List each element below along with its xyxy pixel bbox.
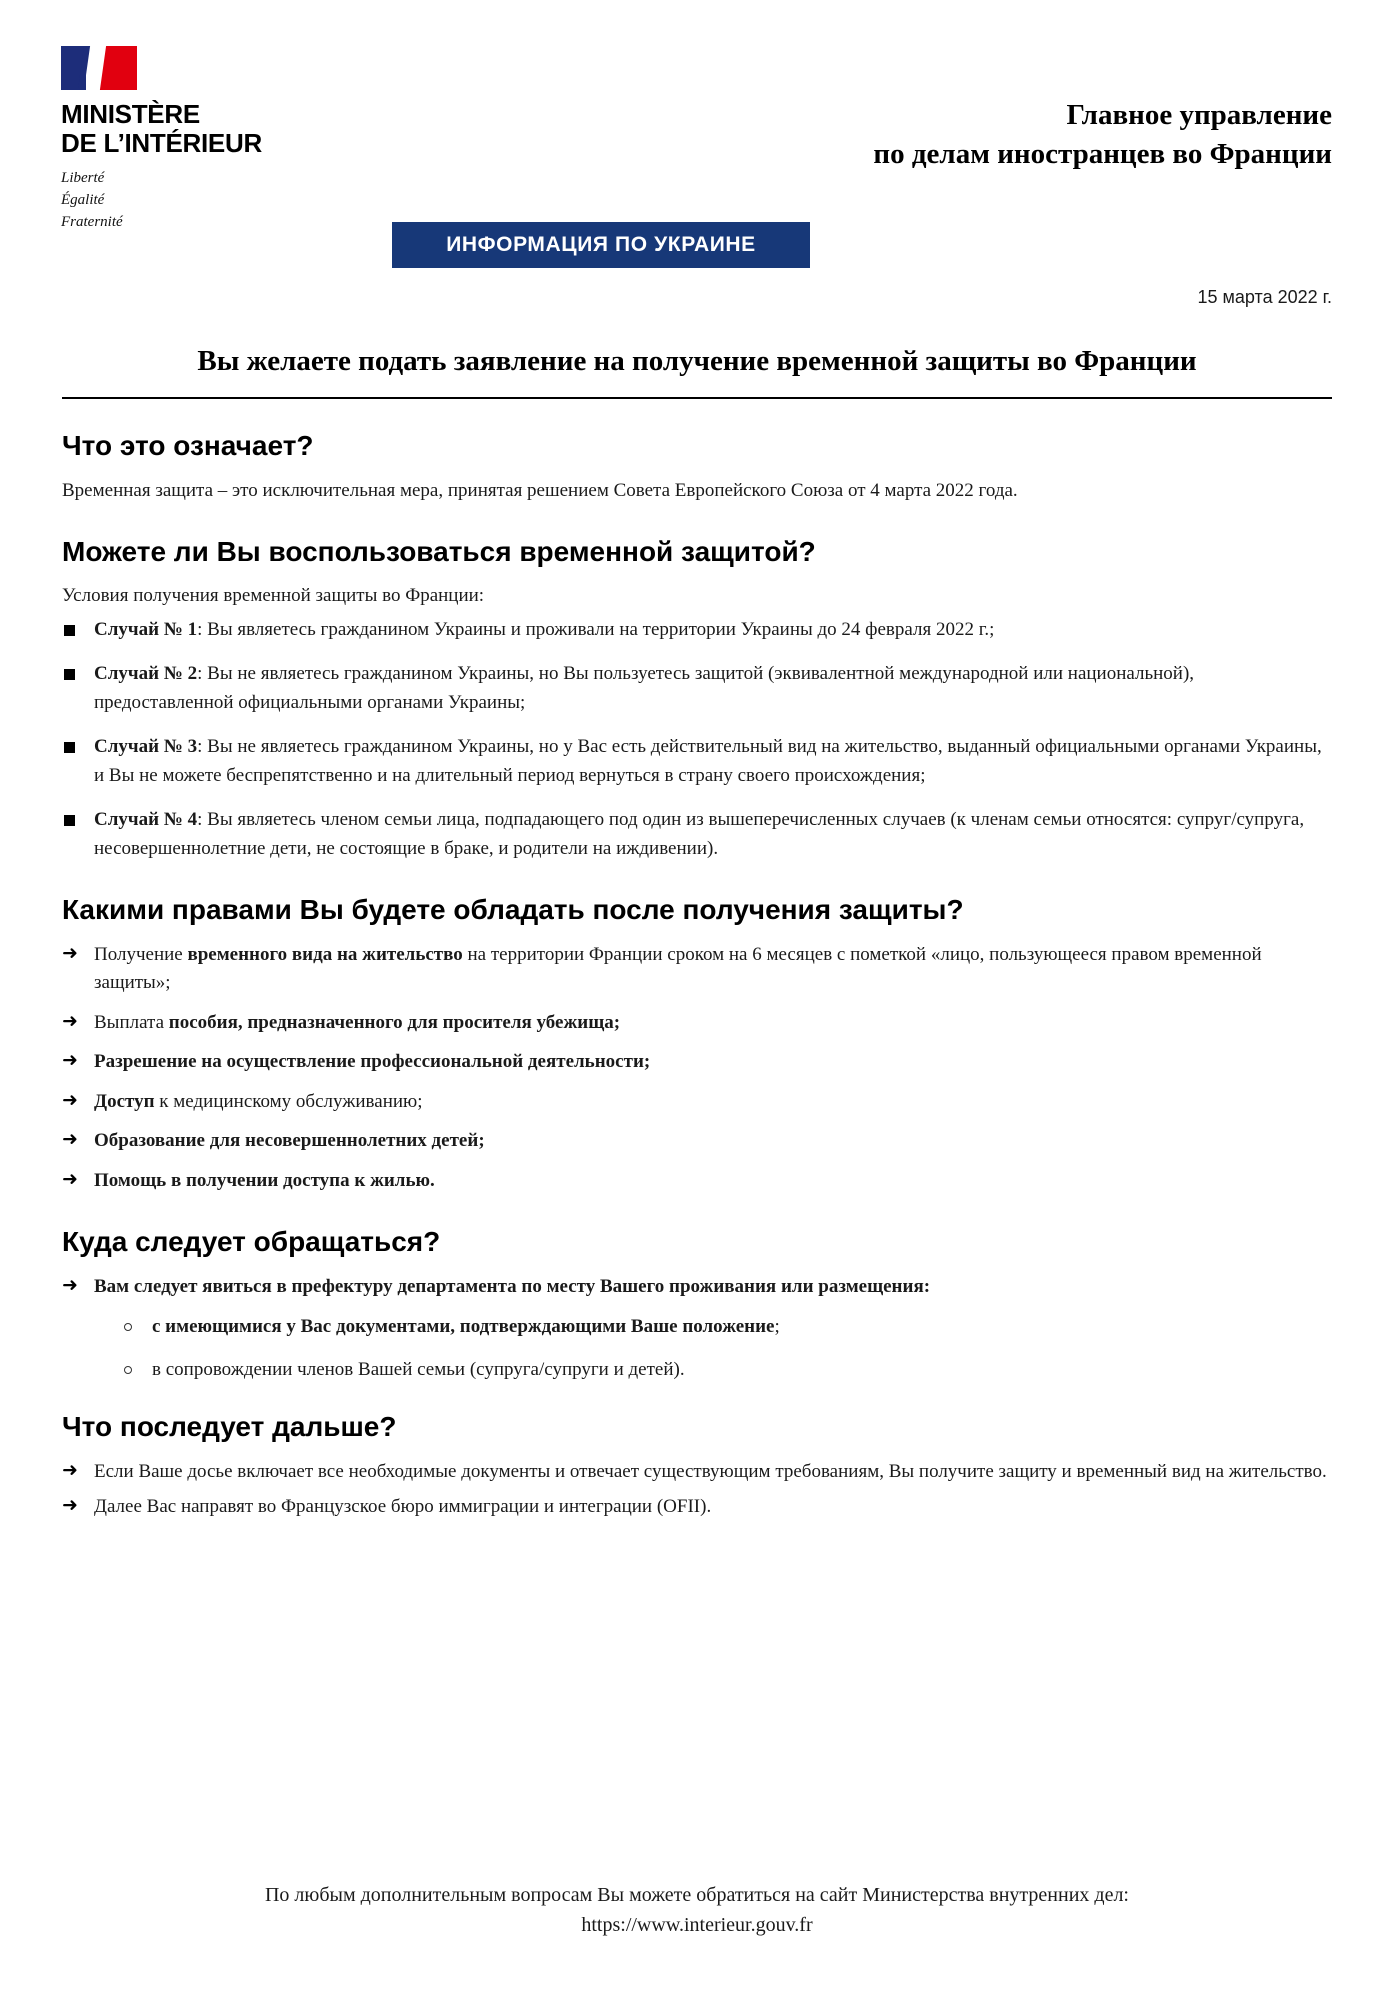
list-item <box>62 1273 1332 1385</box>
page-title: Вы желаете подать заявление на получение временной защиты во Франции <box>197 345 1197 377</box>
right-bold: Доступ <box>94 1090 155 1112</box>
eligibility-case-list <box>62 616 1332 864</box>
right-bold: Образование для несовершеннолетних детей; <box>94 1130 485 1152</box>
list-item <box>62 941 1332 998</box>
subitem-post: ; <box>774 1316 780 1338</box>
right-bold: временного вида на жительство <box>187 943 463 965</box>
list-item <box>62 1127 1332 1156</box>
republic-motto <box>61 168 357 233</box>
motto-liberte: Liberté <box>61 170 105 187</box>
case-label: Случай № 2 <box>94 663 198 685</box>
case-text: : Вы не являетесь гражданином Украины, но у Вас есть действительный вид на жительство, выданный официальными органами Украины, и Вы не можете беспрепятственно и на длительный период вернуться в страну своего происхождения; <box>94 736 1322 786</box>
list-item <box>62 733 1332 790</box>
case-label: Случай № 4 <box>94 809 198 831</box>
list-item <box>118 1313 1332 1342</box>
section-eligibility <box>62 535 1332 864</box>
list-item: ➜ Если Ваше досье включает все необходимые документы и отвечает существующим требованиям, Вы получите защиту и временный вид на жительство. <box>62 1458 1332 1487</box>
where-to-apply-list <box>62 1273 1332 1385</box>
ministry-logo <box>57 46 357 233</box>
flag-red-stripe <box>99 46 137 90</box>
footer-text: По любым дополнительным вопросам Вы можете обратиться на сайт Министерства внутренних дел: <box>264 1884 1129 1906</box>
right-post: на территории Франции сроком на 6 месяцев с пометкой «лицо, пользующееся правом временной защиты»; <box>94 943 1262 994</box>
case-text: : Вы являетесь гражданином Украины и проживали на территории Украины до 24 февраля 2022 г.; <box>197 618 995 640</box>
right-bold: Помощь в получении доступа к жилью. <box>94 1169 435 1191</box>
document-header <box>61 0 1332 307</box>
title-divider <box>62 397 1332 399</box>
case-label: Случай № 1 <box>94 618 198 640</box>
list-item <box>118 1356 1332 1385</box>
list-item <box>62 1167 1332 1196</box>
where-to-apply-sublist <box>94 1313 1332 1384</box>
subitem-bold: с имеющимися у Вас документами, подтверждающими Ваше положение <box>152 1316 775 1338</box>
section-heading-where-to-apply: Куда следует обращаться? <box>62 1226 441 1258</box>
subitem-post: в сопровождении членов Вашей семьи (супруга/супруги и детей). <box>152 1358 685 1380</box>
ministry-name-line1: MINISTÈRE <box>61 99 200 129</box>
right-pre: Получение <box>94 943 188 965</box>
list-item <box>62 1048 1332 1077</box>
section-heading-what-next: Что последует дальше? <box>62 1411 397 1443</box>
list-item <box>62 1009 1332 1038</box>
section-what-it-means <box>62 429 1332 504</box>
right-post: к медицинскому обслуживанию; <box>154 1090 423 1112</box>
section-where-to-apply <box>62 1225 1332 1384</box>
where-to-apply-main: Вам следует явиться в префектуру департамента по месту Вашего проживания или размещения: <box>94 1275 931 1297</box>
case-text: : Вы являетесь членом семьи лица, подпадающего под один из вышеперечисленных случаев (к членам семьи относятся: супруг/супруга, несовершеннолетние дети, не состоящие в браке, и родители на иждивении). <box>94 809 1305 859</box>
footer-url[interactable]: https://www.interieur.gouv.fr <box>581 1914 813 1936</box>
section-heading-what-it-means: Что это означает? <box>62 430 314 462</box>
ukraine-info-banner-label: ИНФОРМАЦИЯ ПО УКРАИНЕ <box>446 233 756 256</box>
document-date: 15 марта 2022 г. <box>1197 287 1332 307</box>
motto-fraternite: Fraternité <box>61 213 123 230</box>
section-heading-eligibility: Можете ли Вы воспользоваться временной защитой? <box>62 535 816 567</box>
document-footer <box>62 1880 1332 1940</box>
department-title <box>652 96 1332 174</box>
list-item <box>62 1088 1332 1117</box>
right-bold: пособия, предназначенного для просителя убежища; <box>168 1011 621 1033</box>
flag-blue-stripe <box>61 46 86 90</box>
case-text: : Вы не являетесь гражданином Украины, но Вы пользуетесь защитой (эквивалентной международной или национальной), предоставленной официальными органами Украины; <box>94 663 1195 713</box>
department-title-line1: Главное управление <box>1066 99 1332 131</box>
what-it-means-body: Временная защита – это исключительная мера, принятая решением Совета Европейского Союза от 4 марта 2022 года. <box>62 480 1018 502</box>
right-pre: Выплата <box>94 1011 169 1033</box>
section-rights <box>62 893 1332 1195</box>
list-item: ➜ Далее Вас направят во Французское бюро иммиграции и интеграции (OFII). <box>62 1493 1332 1522</box>
ministry-name-line2: DE L’INTÉRIEUR <box>61 128 262 159</box>
right-bold: Разрешение на осуществление профессиональной деятельности; <box>94 1051 651 1073</box>
list-item <box>62 660 1332 717</box>
section-what-next <box>62 1410 1332 1521</box>
eligibility-lead: Условия получения временной защиты во Франции: <box>62 585 485 607</box>
ministry-name <box>61 100 357 158</box>
french-flag-icon <box>61 46 137 90</box>
ukraine-info-banner <box>392 222 810 268</box>
case-label: Случай № 3 <box>94 736 198 758</box>
what-next-list <box>62 1458 1332 1521</box>
list-item <box>62 806 1332 863</box>
rights-list <box>62 941 1332 1196</box>
department-title-line2: по делам иностранцев во Франции <box>873 137 1332 170</box>
motto-egalite: Égalité <box>61 191 105 208</box>
list-item <box>62 616 1332 645</box>
section-heading-rights: Какими правами Вы будете обладать после получения защиты? <box>62 894 964 926</box>
